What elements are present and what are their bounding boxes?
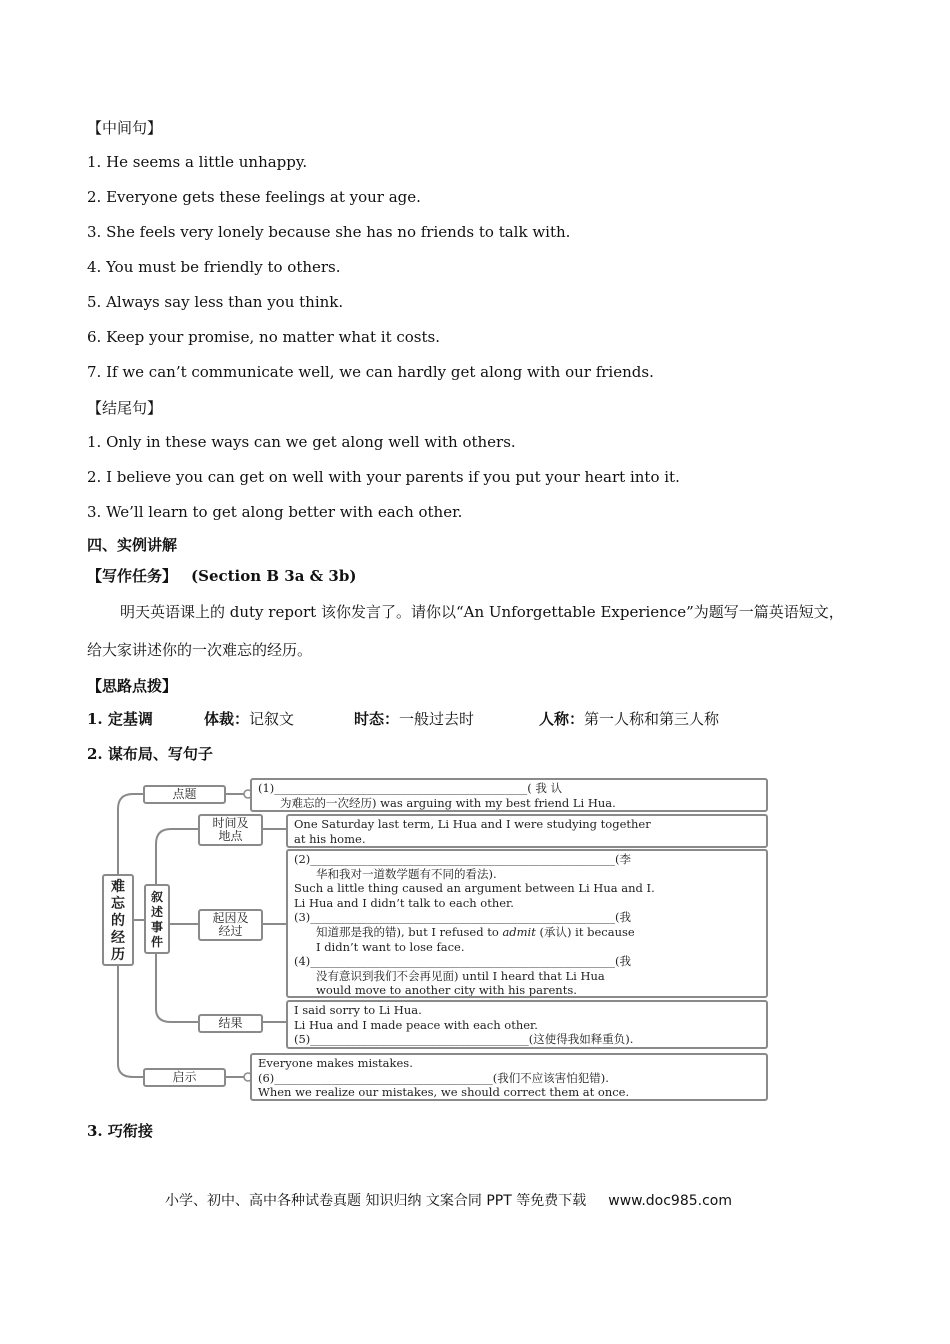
writing-task-line-2: 给大家讲述你的一次难忘的经历。 bbox=[87, 641, 313, 659]
middle-sentence-6: 6. Keep your promise, no matter what it costs. bbox=[87, 328, 440, 346]
box-line: (1)____________________________________________( 我 认 bbox=[258, 781, 563, 795]
box-line: I said sorry to Li Hua. bbox=[294, 1003, 422, 1017]
tone-label: 1. 定基调 bbox=[87, 710, 153, 728]
genre-value: 记叙文 bbox=[249, 710, 295, 728]
link-heading: 3. 巧衔接 bbox=[87, 1122, 153, 1140]
ending-sentence-1: 1. Only in these ways can we get along well with others. bbox=[87, 433, 516, 451]
box-line: Everyone makes mistakes. bbox=[258, 1056, 413, 1070]
cause-node bbox=[198, 909, 263, 941]
narrate-char: 叙 bbox=[150, 890, 163, 904]
outline-diagram bbox=[98, 774, 770, 1106]
writing-task-line-1: 明天英语课上的 duty report 该你发言了。请你以“An Unforgettable Experience”为题写一篇英语短文， bbox=[120, 603, 844, 621]
middle-sentences-heading: 【中间句】 bbox=[87, 119, 163, 137]
person-item bbox=[539, 709, 719, 729]
middle-sentence-1: 1. He seems a little unhappy. bbox=[87, 153, 308, 171]
box-line-admit: 知道那是我的错), but I refused to admit (承认) it because bbox=[316, 924, 635, 939]
connector-time bbox=[156, 829, 198, 889]
insight-node: 启示 bbox=[143, 1068, 226, 1087]
tense-label: 时态： bbox=[354, 710, 400, 728]
box-line: at his home. bbox=[294, 831, 366, 846]
narrate-char: 述 bbox=[150, 905, 163, 919]
footer-text: 小学、初中、高中各种试卷真题 知识归纳 文案合同 PPT 等免费下载 bbox=[165, 1193, 587, 1209]
person-value: 第一人称和第三人称 bbox=[584, 710, 720, 728]
root-node-box bbox=[102, 874, 134, 966]
root-char: 的 bbox=[111, 913, 125, 929]
middle-sentence-5: 5. Always say less than you think. bbox=[87, 293, 344, 311]
box-line: (3)_____________________________________________________(我 bbox=[294, 910, 632, 925]
cause-line: 起因及 bbox=[212, 911, 249, 925]
box-line: 为难忘的一次经历) was arguing with my best friend Li Hua. bbox=[280, 795, 616, 810]
cause-content-box bbox=[286, 849, 768, 998]
admit-word: admit bbox=[502, 924, 536, 939]
middle-sentence-4: 4. You must be friendly to others. bbox=[87, 258, 341, 276]
box-line: would move to another city with his parents. bbox=[316, 983, 577, 998]
page-footer bbox=[165, 1190, 732, 1210]
middle-sentence-3: 3. She feels very lonely because she has no friends to talk with. bbox=[87, 223, 571, 241]
time-place-line: 时间及 bbox=[212, 816, 249, 830]
topic-content-box bbox=[250, 778, 768, 812]
time-place-line: 地点 bbox=[218, 829, 243, 843]
middle-sentence-7: 7. If we can’t communicate well, we can hardly get along with our friends. bbox=[87, 363, 654, 381]
cause-line: 经过 bbox=[218, 924, 243, 938]
box-line: 华和我对一道数学题有不同的看法). bbox=[316, 866, 497, 881]
genre-item bbox=[204, 709, 294, 729]
result-node: 结果 bbox=[198, 1014, 263, 1033]
box-line: Such a little thing caused an argument between Li Hua and I. bbox=[294, 881, 655, 896]
root-char: 忘 bbox=[111, 896, 125, 912]
box-line: Li Hua and I didn’t talk to each other. bbox=[294, 895, 514, 910]
writing-task-heading bbox=[87, 566, 356, 586]
time-content-box bbox=[286, 814, 768, 848]
box-line: (4)_____________________________________________________(我 bbox=[294, 954, 632, 969]
narrate-char: 事 bbox=[150, 920, 163, 934]
ending-sentence-2: 2. I believe you can get on well with your parents if you put your heart into it. bbox=[87, 468, 680, 486]
narrate-char: 件 bbox=[150, 935, 163, 949]
box-line: One Saturday last term, Li Hua and I were studying together bbox=[294, 817, 651, 831]
box-line: (2)_____________________________________________________(李 bbox=[294, 852, 632, 866]
section-four-heading: 四、实例讲解 bbox=[87, 536, 178, 554]
result-content-box bbox=[286, 1000, 768, 1049]
tense-item bbox=[354, 709, 474, 729]
layout-heading: 2. 谋布局、写句子 bbox=[87, 745, 213, 763]
insight-content-box bbox=[250, 1053, 768, 1101]
box-line: (5)______________________________________(这使得我如释重负). bbox=[294, 1032, 634, 1047]
time-place-node bbox=[198, 814, 263, 846]
ending-sentences-heading: 【结尾句】 bbox=[87, 399, 163, 417]
root-char: 历 bbox=[111, 947, 125, 963]
tense-value: 一般过去时 bbox=[399, 710, 475, 728]
connector-insight bbox=[118, 966, 143, 1077]
root-char: 难 bbox=[111, 879, 125, 895]
root-char: 经 bbox=[111, 930, 125, 946]
tips-heading: 【思路点拨】 bbox=[87, 677, 178, 695]
connector-result bbox=[156, 952, 198, 1022]
connector-topic bbox=[118, 794, 143, 874]
writing-task-label: 【写作任务】 bbox=[87, 567, 178, 585]
box-line: 没有意识到我们不会再见面) until I heard that Li Hua bbox=[316, 968, 605, 983]
writing-task-source: (Section B 3a & 3b) bbox=[191, 567, 357, 585]
box-line: I didn’t want to lose face. bbox=[316, 939, 465, 954]
narrate-node-box bbox=[144, 884, 170, 954]
box-line: (6)______________________________________(我们不应该害怕犯错). bbox=[258, 1070, 609, 1085]
ending-sentence-3: 3. We’ll learn to get along better with each other. bbox=[87, 503, 463, 521]
person-label: 人称： bbox=[539, 710, 585, 728]
topic-node: 点题 bbox=[143, 785, 226, 804]
middle-sentence-2: 2. Everyone gets these feelings at your age. bbox=[87, 188, 421, 206]
footer-url[interactable]: www.doc985.com bbox=[608, 1193, 732, 1209]
genre-label: 体裁： bbox=[204, 710, 250, 728]
box-line: When we realize our mistakes, we should correct them at once. bbox=[258, 1085, 630, 1100]
box-line: Li Hua and I made peace with each other. bbox=[294, 1017, 538, 1032]
